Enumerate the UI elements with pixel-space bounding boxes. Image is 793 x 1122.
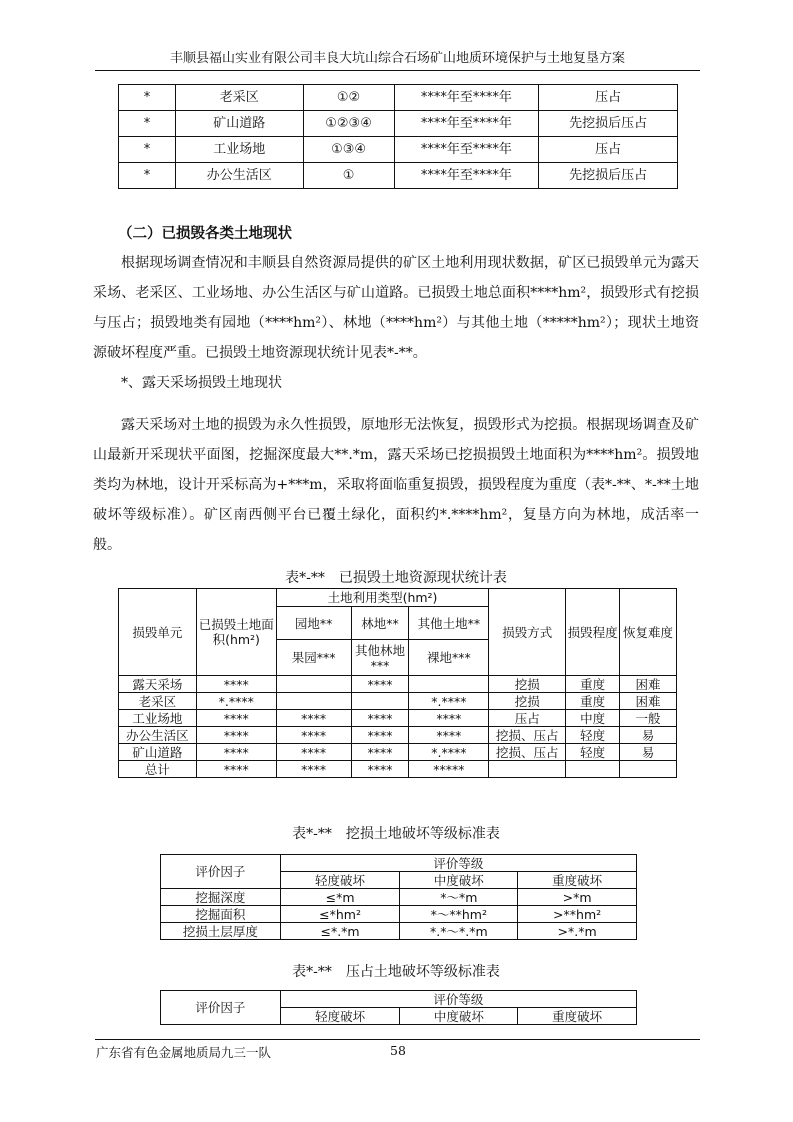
table-cell: >*m: [518, 889, 637, 906]
table-cell: 轻度: [566, 727, 620, 744]
table-row: [119, 137, 678, 163]
table-cell: *.*～*.*m: [400, 923, 518, 940]
table-cell: ****: [409, 710, 489, 727]
table-cell: 压占: [489, 710, 566, 727]
table-row: [119, 761, 677, 778]
occupation-grade-table: [160, 990, 637, 1025]
header-cell: 评价等级: [280, 855, 636, 872]
table-cell: *.****: [409, 693, 489, 710]
table-cell: 老采区: [175, 85, 303, 111]
table-row: [119, 111, 678, 137]
table-cell: 露天采场: [119, 676, 197, 693]
table-cell: ****年至****年: [394, 137, 539, 163]
page-number: 58: [390, 1043, 406, 1058]
header-cell: 损毁单元: [119, 589, 197, 676]
table-cell: *～**hm²: [400, 906, 518, 923]
table-cell: [276, 676, 351, 693]
table-cell: [351, 693, 409, 710]
table-row: [161, 906, 637, 923]
header-cell: 重度破坏: [518, 1008, 637, 1025]
table-cell: ****: [196, 744, 276, 761]
table-cell: 中度: [566, 710, 620, 727]
table-cell: 先挖损后压占: [539, 111, 678, 137]
excavation-grade-table: [160, 854, 637, 940]
header-cell: 重度破坏: [518, 872, 637, 889]
table-cell: 工业场地: [175, 137, 303, 163]
table-row: [119, 85, 678, 111]
header-cell: 评价等级: [280, 991, 636, 1008]
table-cell: 挖损、压占: [489, 744, 566, 761]
header-cell: 中度破坏: [400, 1008, 518, 1025]
table-cell: 压占: [539, 85, 678, 111]
table-caption-excavation: 表*-** 挖损土地破坏等级标准表: [292, 826, 500, 842]
table-cell: 挖损、压占: [489, 727, 566, 744]
table-cell: 办公生活区: [119, 727, 197, 744]
table-cell: ****: [196, 676, 276, 693]
table-cell: [620, 761, 677, 778]
table-cell: 先挖损后压占: [539, 163, 678, 189]
table-caption-occupation: 表*-** 压占土地破坏等级标准表: [292, 964, 500, 980]
header-cell: 园地**: [276, 607, 351, 640]
paragraph-overview: 根据现场调查情况和丰顺县自然资源局提供的矿区土地利用现状数据，矿区已损毁单元为露天采场、老采区、工业场地、办公生活区与矿山道路。已损毁土地总面积****hm²，损毁形式有挖损与压占；损毁地类有园地（****hm²）、林地（****hm²）与其他土地（*****hm²）；现状土地资源破坏程度严重。已损毁土地资源现状统计见表*-**。: [93, 255, 699, 361]
table-cell: ****年至****年: [394, 85, 539, 111]
table-cell: *: [119, 111, 176, 137]
table-cell: *: [119, 85, 176, 111]
table-cell: *: [119, 137, 176, 163]
header-cell: 损毁方式: [489, 589, 566, 676]
header-cell: 已损毁土地面积(hm²): [196, 589, 276, 676]
header-cell: 恢复难度: [620, 589, 677, 676]
table-cell: *～*m: [400, 889, 518, 906]
table-cell: 重度: [566, 693, 620, 710]
table-cell: ****: [276, 744, 351, 761]
header-cell: 果园***: [276, 640, 351, 676]
header-cell: 轻度破坏: [280, 872, 400, 889]
table-header-row: [161, 855, 637, 872]
table-cell: >**hm²: [518, 906, 637, 923]
header-cell: 评价因子: [161, 991, 281, 1025]
table-cell: ****: [351, 710, 409, 727]
table-cell: ①③④: [303, 137, 394, 163]
table-cell: ****: [276, 727, 351, 744]
table-cell: 矿山道路: [119, 744, 197, 761]
section-heading: （二）已损毁各类土地现状: [118, 225, 292, 242]
table-cell: 矿山道路: [175, 111, 303, 137]
table-cell: ****年至****年: [394, 163, 539, 189]
table-cell: 轻度: [566, 744, 620, 761]
table-cell: 挖掘深度: [161, 889, 281, 906]
footer-divider: [95, 1039, 700, 1040]
table-cell: ****: [351, 676, 409, 693]
table-cell: 易: [620, 744, 677, 761]
loss-unit-table: [118, 84, 678, 189]
damaged-land-status-table: [118, 588, 677, 778]
table-cell: ****: [196, 727, 276, 744]
table-cell: ≤*hm²: [280, 906, 400, 923]
table-row: [161, 923, 637, 940]
header-cell: 中度破坏: [400, 872, 518, 889]
table-cell: ****: [196, 761, 276, 778]
table-cell: *.****: [409, 744, 489, 761]
table-header-row: [161, 991, 637, 1008]
table-cell: ****年至****年: [394, 111, 539, 137]
table-row: [119, 693, 677, 710]
paragraph-open-pit: 露天采场对土地的损毁为永久性损毁，原地形无法恢复，损毁形式为挖损。根据现场调查及矿山最新开采现状平面图，挖掘深度最大**.*m，露天采场已挖损损毁土地面积为****hm²。损毁地类均为林地，设计开采标高为+***m，采取将面临重复损毁，损毁程度为重度（表*-**、*-**土地破坏等级标准）。矿区南西侧平台已覆土绿化，面积约*.****hm²，复垦方向为林地，成活率一般。: [93, 417, 699, 553]
header-cell: 林地**: [351, 607, 409, 640]
table-cell: 一般: [620, 710, 677, 727]
header-cell: 其他土地**: [409, 607, 489, 640]
page-header-title: 丰顺县福山实业有限公司丰良大坑山综合石场矿山地质环境保护与土地复垦方案: [169, 51, 625, 66]
header-cell: 评价因子: [161, 855, 281, 889]
table-cell: 挖损土层厚度: [161, 923, 281, 940]
table-cell: 压占: [539, 137, 678, 163]
table-row: [119, 744, 677, 761]
table-header-row: [119, 589, 677, 607]
header-cell: 土地利用类型(hm²): [276, 589, 489, 607]
table-caption-status: 表*-** 已损毁土地资源现状统计表: [285, 570, 507, 586]
footer-organization: 广东省有色金属地质局九三一队: [96, 1045, 272, 1060]
table-row: [161, 889, 637, 906]
table-cell: ≤*.*m: [280, 923, 400, 940]
table-cell: 总计: [119, 761, 197, 778]
header-cell: 其他林地***: [351, 640, 409, 676]
table-cell: ①②: [303, 85, 394, 111]
table-cell: ****: [351, 744, 409, 761]
table-cell: 办公生活区: [175, 163, 303, 189]
header-cell: 轻度破坏: [280, 1008, 400, 1025]
table-row: [119, 163, 678, 189]
table-cell: ****: [276, 710, 351, 727]
table-cell: 老采区: [119, 693, 197, 710]
table-cell: >*.*m: [518, 923, 637, 940]
table-cell: ①②③④: [303, 111, 394, 137]
table-cell: ①: [303, 163, 394, 189]
table-cell: [489, 761, 566, 778]
table-cell: ****: [351, 727, 409, 744]
table-row: [119, 727, 677, 744]
paragraph-subheading: *、露天采场损毁土地现状: [121, 375, 282, 391]
table-cell: 困难: [620, 693, 677, 710]
table-cell: *.****: [196, 693, 276, 710]
header-cell: 裸地***: [409, 640, 489, 676]
table-cell: ****: [276, 761, 351, 778]
table-cell: 挖掘面积: [161, 906, 281, 923]
table-cell: *****: [409, 761, 489, 778]
table-cell: ****: [351, 761, 409, 778]
table-cell: 挖损: [489, 676, 566, 693]
table-cell: 挖损: [489, 693, 566, 710]
table-cell: 重度: [566, 676, 620, 693]
table-cell: ≤*m: [280, 889, 400, 906]
table-cell: 工业场地: [119, 710, 197, 727]
table-cell: ****: [409, 727, 489, 744]
table-cell: *: [119, 163, 176, 189]
loss-unit-table-body: [119, 85, 678, 189]
table-cell: 易: [620, 727, 677, 744]
table-row: [119, 676, 677, 693]
table-cell: [566, 761, 620, 778]
table-row: [119, 710, 677, 727]
table-cell: [409, 676, 489, 693]
header-cell: 损毁程度: [566, 589, 620, 676]
table-cell: [276, 693, 351, 710]
table-cell: ****: [196, 710, 276, 727]
header-divider: [95, 70, 700, 71]
table-cell: 困难: [620, 676, 677, 693]
